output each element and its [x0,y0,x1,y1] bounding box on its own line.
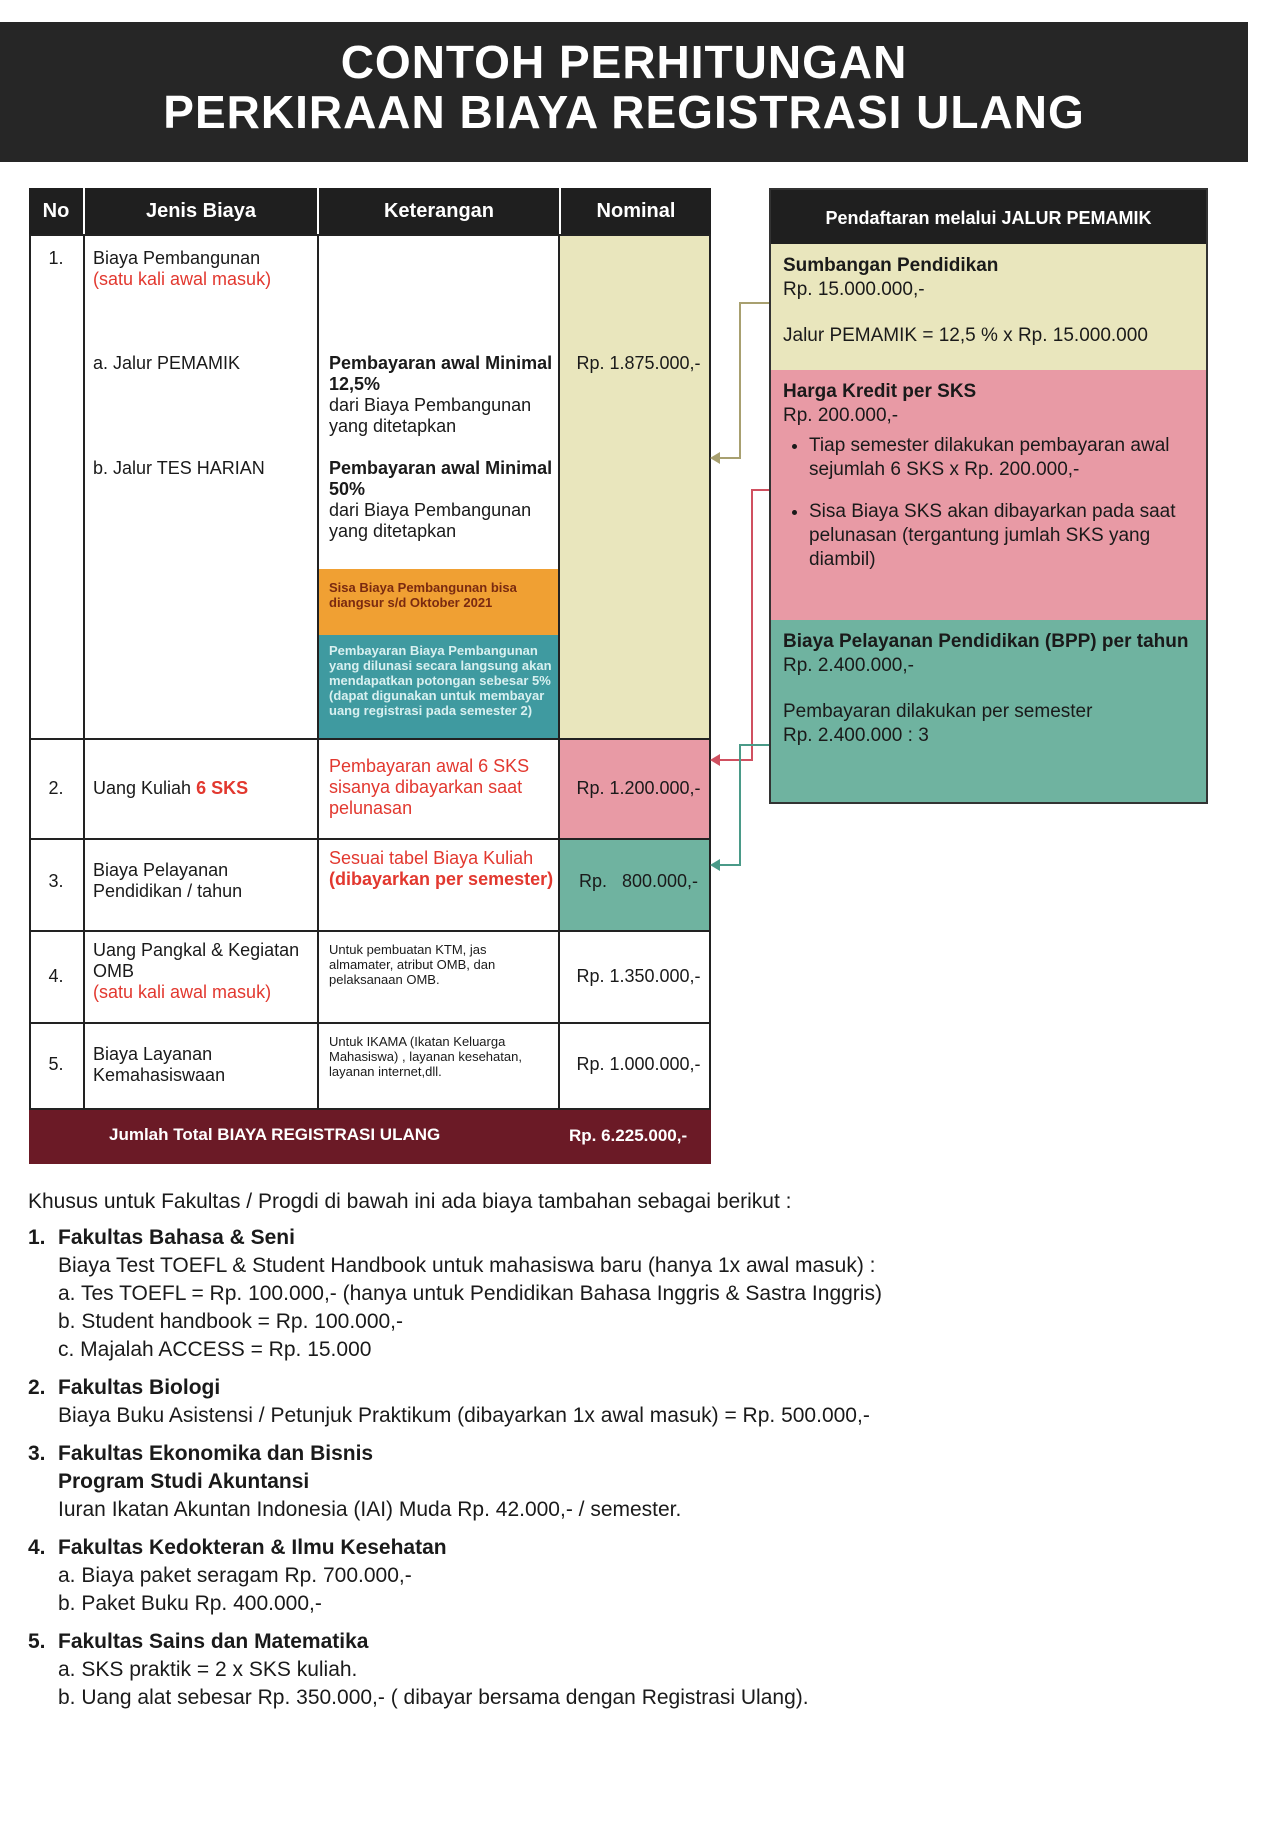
row1-ket-b-bold: Pembayaran awal Minimal 50% [329,458,553,499]
panel-title: Pendaftaran melalui JALUR PEMAMIK [771,190,1206,244]
row5-jenis: Biaya Layanan Kemahasiswaan [93,1044,226,1085]
divider [317,234,319,1110]
item4-line1: a. Biaya paket seragam Rp. 700.000,- [58,1564,412,1587]
s1-value: Rp. 15.000.000,- [783,279,925,300]
total-label: Jumlah Total BIAYA REGISTRASI ULANG [109,1125,441,1144]
row1-jenis [93,248,308,290]
panel-section-bpp [771,620,1206,802]
row2-no: 2. [48,778,64,798]
row1-ket-b-text: dari Biaya Pembangunan yang ditetapkan [329,500,532,541]
s3-note1: Pembayaran dilakukan per semester [783,701,1093,722]
item2-line1: Biaya Buku Asistensi / Petunjuk Praktikum (dibayarkan 1x awal masuk) = Rp. 500.000,- [58,1404,870,1427]
row1-note-teal: Pembayaran Biaya Pembangunan yang dilunasi secara langsung akan mendapatkan potongan sebesar 5% (dapat digunakan untuk membayar uang registrasi pada semester 2) [329,643,552,718]
s2-list [783,434,1194,572]
item1-no: 1. [28,1226,46,1249]
divider [29,738,711,740]
connector-arrows [700,300,780,900]
list-item [28,1374,1228,1430]
item3-subtitle: Program Studi Akuntansi [58,1470,310,1493]
row3-no: 3. [48,871,64,891]
s3-note2: Rp. 2.400.000 : 3 [783,725,929,746]
item1-line1: Biaya Test TOEFL & Student Handbook untuk mahasiswa baru (hanya 1x awal masuk) : [58,1254,876,1277]
list-item [28,1224,1228,1364]
item4-title: Fakultas Kedokteran & Ilmu Kesehatan [58,1536,447,1559]
row4-ket: Untuk pembuatan KTM, jas almamater, atribut OMB, dan pelaksanaan OMB. [329,942,496,987]
s3-value: Rp. 2.400.000,- [783,655,914,676]
item1-line4: c. Majalah ACCESS = Rp. 15.000 [58,1338,372,1361]
s2-title: Harga Kredit per SKS [783,381,977,402]
cost-table [29,188,711,1164]
s2-bullet-1: • Tiap semester dilakukan pembayaran awal sejumlah 6 SKS x Rp. 200.000,- [809,434,1194,482]
header-title-line2: PERKIRAAN BIAYA REGISTRASI ULANG [163,86,1085,138]
item5-line1: a. SKS praktik = 2 x SKS kuliah. [58,1658,358,1681]
arrow-yellow-head [710,452,720,464]
row5-ket: Untuk IKAMA (Ikatan Keluarga Mahasiswa) , layanan kesehatan, layanan internet,dll. [329,1034,522,1079]
row3-ket-text: Sesuai tabel Biaya Kuliah [329,848,534,868]
row3-nominal: Rp. 800.000,- [578,871,699,891]
panel-section-sks [771,370,1206,620]
arrow-pink [718,490,769,760]
row1-sub-b: b. Jalur TES HARIAN [93,458,265,478]
s1-title: Sumbangan Pendidikan [783,255,999,276]
row4-jenis-label: Uang Pangkal & Kegiatan OMB [93,940,300,981]
divider [29,1022,711,1024]
row3-jenis: Biaya Pelayanan Pendidikan / tahun [93,860,243,901]
item5-line2: b. Uang alat sebesar Rp. 350.000,- ( dibayar bersama dengan Registrasi Ulang). [58,1686,809,1709]
page-header [0,22,1248,162]
item1-line2: a. Tes TOEFL = Rp. 100.000,- (hanya untuk Pendidikan Bahasa Inggris & Sastra Inggris) [58,1282,882,1305]
s3-title: Biaya Pelayanan Pendidikan (BPP) per tahun [783,631,1189,652]
list-item [28,1534,1228,1618]
row1-no: 1. [48,248,64,268]
row5-nominal: Rp. 1.000.000,- [576,1054,701,1074]
row4-jenis-note: (satu kali awal masuk) [93,982,272,1002]
divider [29,838,711,840]
total-value: Rp. 6.225.000,- [569,1126,688,1145]
arrow-yellow [718,303,769,458]
row5-no: 5. [48,1054,64,1074]
item5-title: Fakultas Sains dan Matematika [58,1630,369,1653]
row1-jenis-note: (satu kali awal masuk) [93,269,272,289]
arrow-teal-head [710,859,720,871]
col-header-nominal: Nominal [561,188,711,234]
row2-ket: Pembayaran awal 6 SKS sisanya dibayarkan saat pelunasan [329,756,530,818]
divider [558,234,560,1110]
row1-ket-b [329,458,554,542]
additional-fees [28,1188,1228,1722]
row4-nominal: Rp. 1.350.000,- [576,966,701,986]
s2-value: Rp. 200.000,- [783,405,899,426]
col-header-no: No [29,188,83,234]
item2-title: Fakultas Biologi [58,1376,221,1399]
s2-bullet-2: • Sisa Biaya SKS akan dibayarkan pada saat pelunasan (tergantung jumlah SKS yang diambil) [809,500,1194,572]
col-header-keterangan: Keterangan [319,188,559,234]
arrow-pink-head [710,754,720,766]
item4-no: 4. [28,1536,46,1559]
item3-line1: Iuran Ikatan Akuntan Indonesia (IAI) Muda Rp. 42.000,- / semester. [58,1498,682,1521]
header-title-line1: CONTOH PERHITUNGAN [340,36,908,88]
row2-nominal: Rp. 1.200.000,- [576,778,701,798]
pemamik-panel [769,188,1208,804]
row1-nominal: Rp. 1.875.000,- [576,353,701,373]
item1-title: Fakultas Bahasa & Seni [58,1226,295,1249]
item2-no: 2. [28,1376,46,1399]
divider [83,234,85,1110]
row4-no: 4. [48,966,64,986]
total-row [29,1110,711,1164]
item5-no: 5. [28,1630,46,1653]
col-header-jenis: Jenis Biaya [85,188,317,234]
row2-jenis [93,778,308,799]
item3-no: 3. [28,1442,46,1465]
row2-jenis-sks: 6 SKS [196,778,249,798]
list-item [28,1628,1228,1712]
row3-ket-bold: (dibayarkan per semester) [329,869,554,889]
s1-formula: Jalur PEMAMIK = 12,5 % x Rp. 15.000.000 [783,325,1148,346]
row1-ket-a [329,353,554,437]
list-item [28,1440,1228,1524]
row2-jenis-label: Uang Kuliah [93,778,192,798]
row1-jenis-label: Biaya Pembangunan [93,248,261,268]
row4-jenis [93,940,308,1003]
row3-ket [329,848,554,890]
item4-line2: b. Paket Buku Rp. 400.000,- [58,1592,322,1615]
arrow-teal [718,745,769,865]
additional-intro: Khusus untuk Fakultas / Progdi di bawah ini ada biaya tambahan sebagai berikut : [28,1190,792,1213]
divider [29,930,711,932]
panel-section-sumbangan [771,244,1206,370]
item3-title: Fakultas Ekonomika dan Bisnis [58,1442,374,1465]
row1-ket-a-text: dari Biaya Pembangunan yang ditetapkan [329,395,532,436]
row1-sub-a: a. Jalur PEMAMIK [93,353,241,373]
row1-note-orange: Sisa Biaya Pembangunan bisa diangsur s/d Oktober 2021 [329,580,517,610]
item1-line3: b. Student handbook = Rp. 100.000,- [58,1310,404,1333]
row1-ket-a-bold: Pembayaran awal Minimal 12,5% [329,353,553,394]
